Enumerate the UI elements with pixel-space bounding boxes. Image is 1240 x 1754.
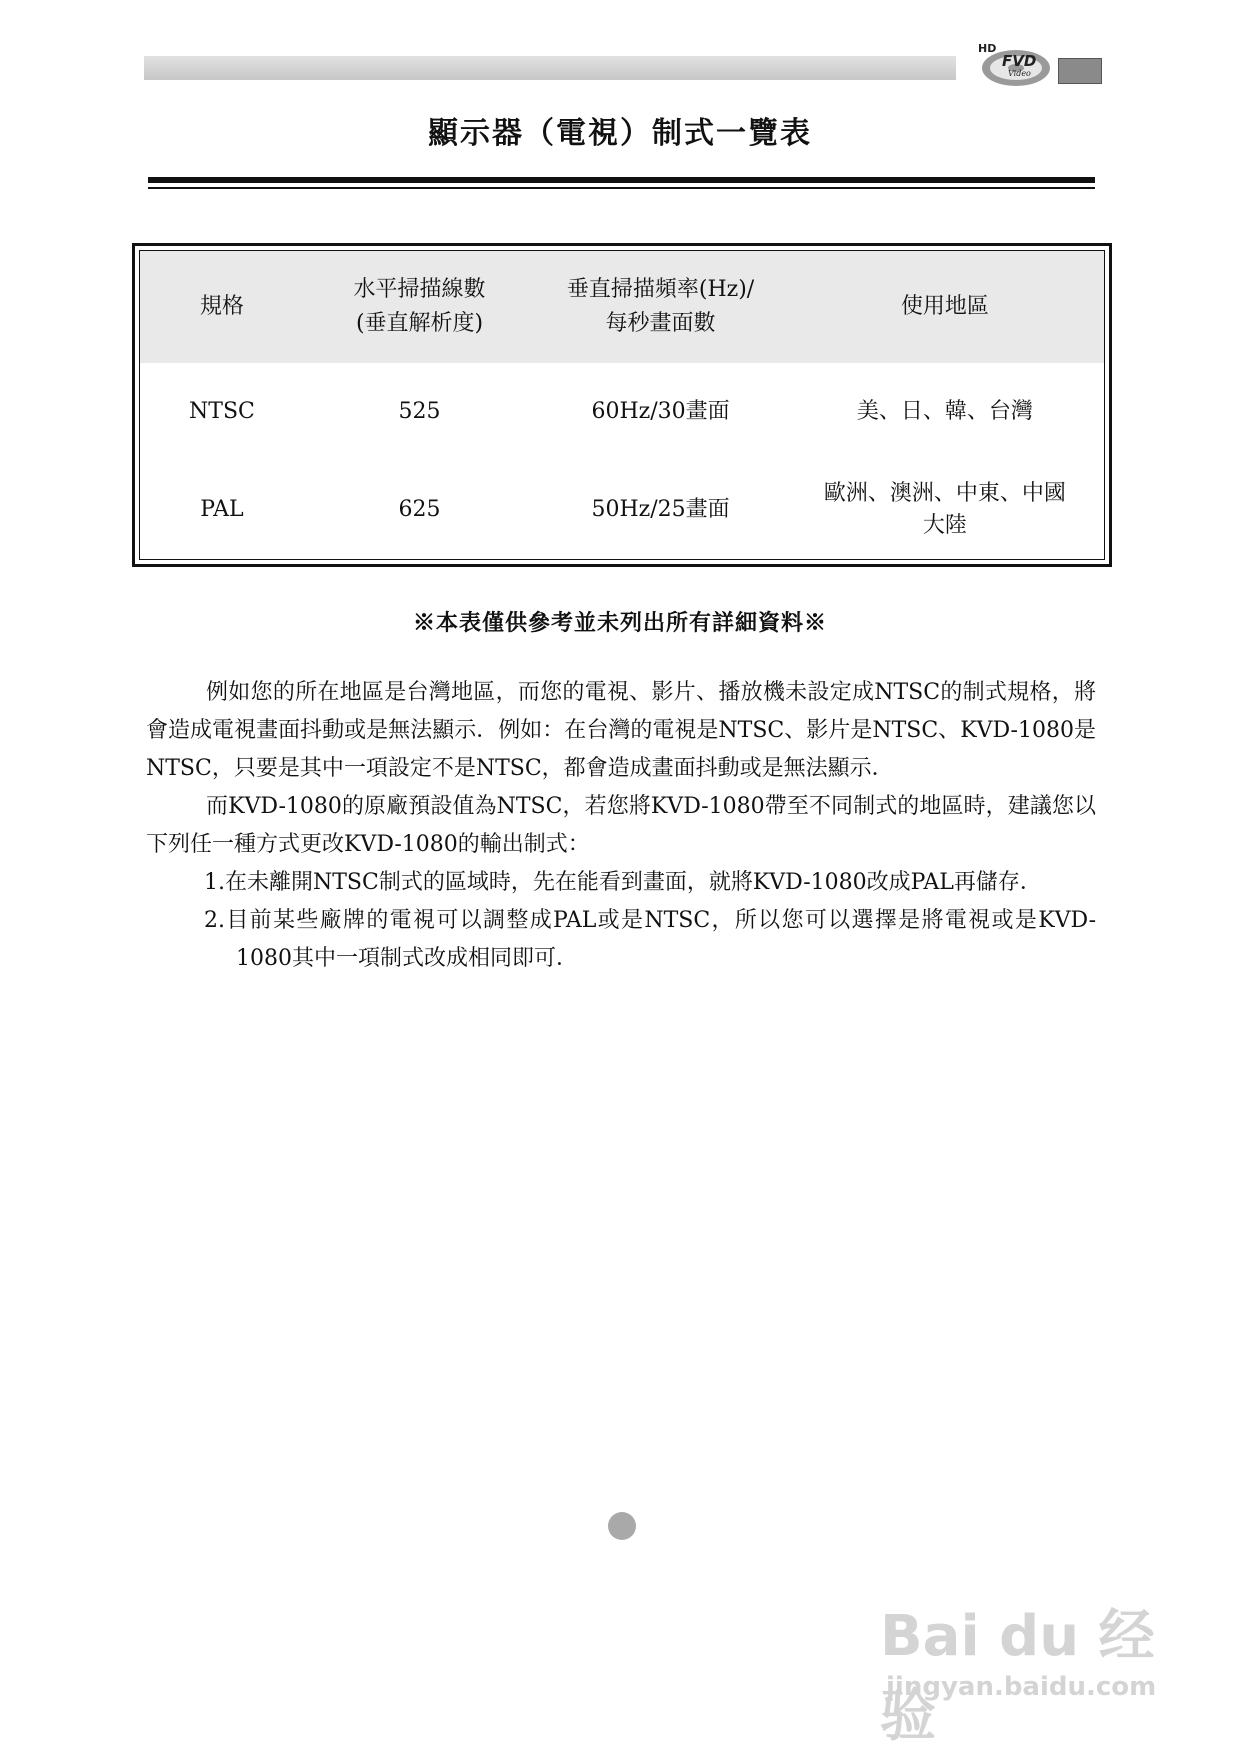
table-row [140,363,1104,461]
header-bar [144,56,956,80]
header-region: 使用地區 [786,251,1104,363]
watermark-brand: Bai du 经验 [880,1604,1155,1749]
watermark [880,1592,1160,1749]
cell-format: PAL [200,497,244,522]
header-lines: 水平掃描線數 (垂直解析度) [304,251,535,363]
table-header-row [140,251,1104,363]
logo-fvd: FVD [1002,52,1037,70]
list-item: 2.目前某些廠牌的電視可以調整成PAL或是NTSC，所以您可以選擇是將電視或是KVD-1080其中一項制式改成相同即可． [204,908,1096,971]
header-spec: 規格 [140,251,304,363]
list-item: 1.在未離開NTSC制式的區域時，先在能看到畫面，就將KVD-1080改成PAL再儲存． [204,870,1042,895]
paragraph: 而KVD-1080的原廠預設值為NTSC，若您將KVD-1080帶至不同制式的地區時，建議您以下列任一種方式更改KVD-1080的輸出制式： [146,794,1096,857]
table-row [140,461,1104,559]
cell-freq: 60Hz/30畫面 [591,399,730,424]
cell-format: NTSC [189,399,255,424]
header-freq: 垂直掃描頻率(Hz)/ 每秒畫面數 [535,251,786,363]
format-table [140,251,1104,559]
paragraph: 例如您的所在地區是台灣地區，而您的電視、影片、播放機未設定成NTSC的制式規格，將會造成電視畫面抖動或是無法顯示．例如：在台灣的電視是NTSC、影片是NTSC、KVD-1080是NTSC，只要是其中一項設定不是NTSC，都會造成畫面抖動或是無法顯示． [146,680,1096,781]
logo-video: Video [1008,69,1031,78]
title-rule-thick [148,177,1095,183]
body-text [146,674,1096,978]
watermark-url: jingyan.baidu.com [886,1672,1157,1702]
page-title: 顯示器（電視）制式一覽表 [428,116,812,151]
page-number-dot [608,1512,636,1540]
table-note: ※本表僅供參考並未列出所有詳細資料※ [412,610,827,636]
title-rule-thin [148,187,1095,189]
cell-lines: 625 [398,497,441,522]
cell-region: 歐洲、澳洲、中東、中國 大陸 [823,481,1066,538]
header-tag [1058,58,1102,84]
hd-fvd-logo [976,40,1052,90]
cell-region: 美、日、韓、台灣 [856,399,1033,424]
cell-freq: 50Hz/25畫面 [591,497,730,522]
format-table-frame [132,243,1112,567]
logo-hd: HD [978,42,997,55]
cell-lines: 525 [398,399,441,424]
